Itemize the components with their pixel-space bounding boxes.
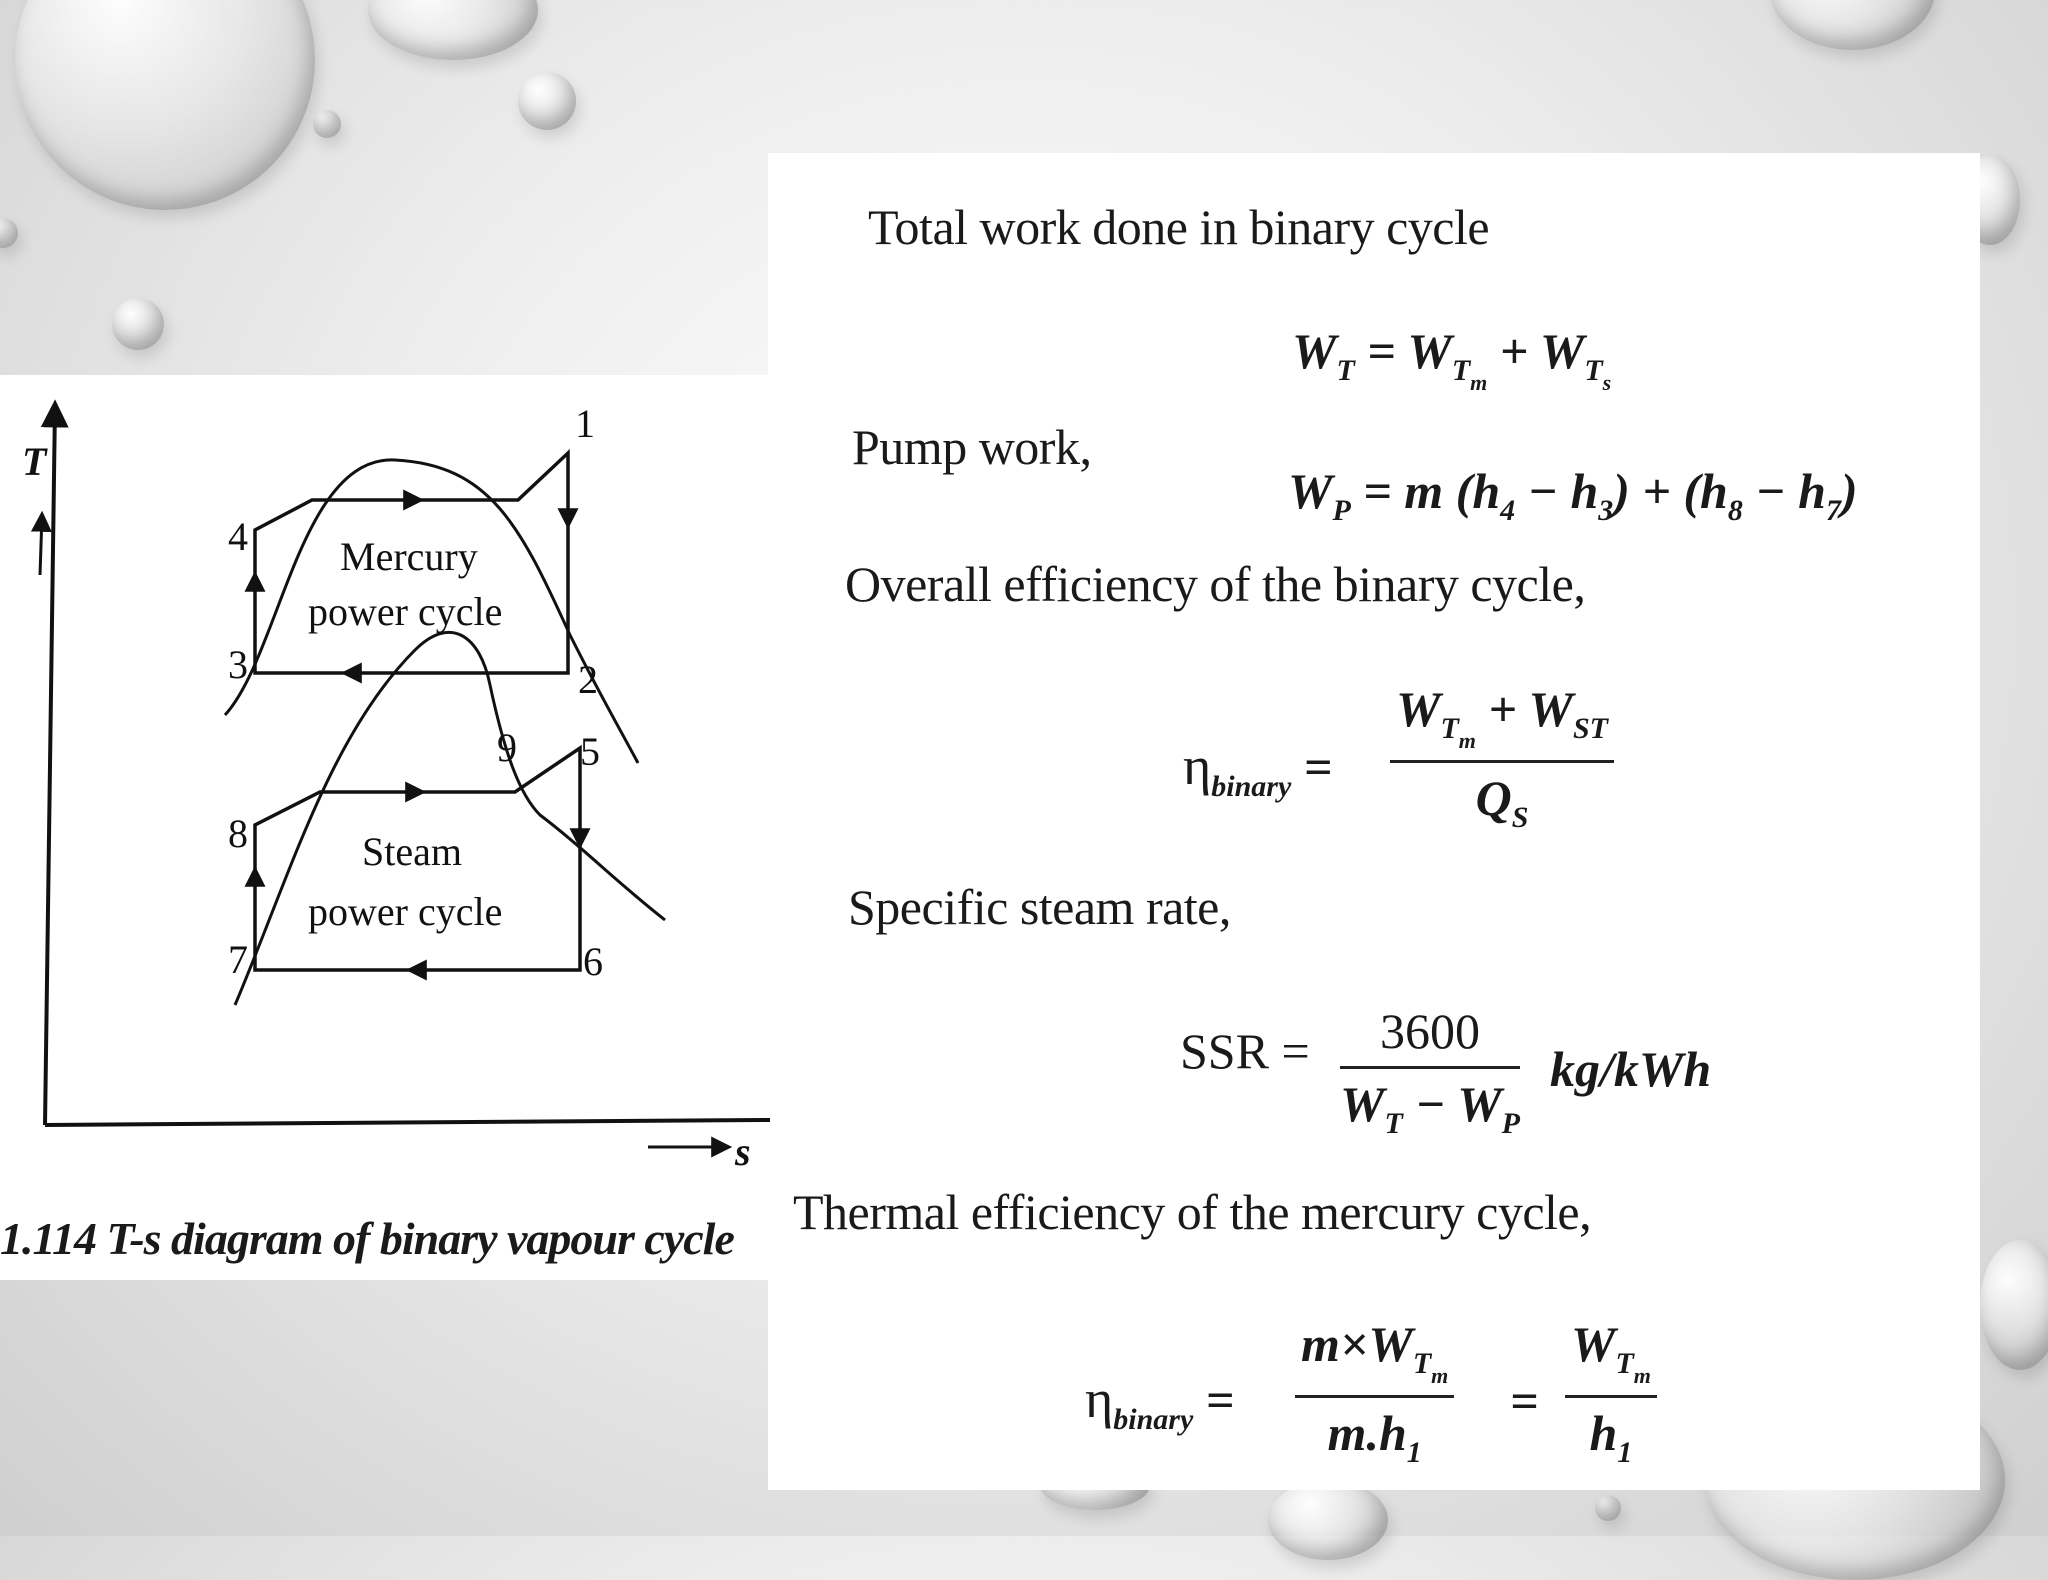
water-drop-decoration (15, 0, 315, 210)
point-label-6: 6 (583, 939, 603, 984)
point-label-4: 4 (228, 514, 248, 559)
point-label-2: 2 (578, 657, 598, 702)
water-drop-decoration (518, 72, 576, 130)
water-drop-decoration (313, 110, 341, 138)
specific-steam-rate-label: Specific steam rate, (848, 879, 1231, 935)
s-axis (45, 1120, 770, 1125)
pump-work-label: Pump work, (852, 419, 1092, 475)
mercury-label-line2: power cycle (308, 589, 503, 634)
t-axis-label: T (22, 439, 47, 484)
thermal-efficiency-fraction-1: $m\times W_{T_m}$ $m.h_1$ (1295, 1315, 1454, 1470)
point-label-7: 7 (228, 937, 248, 982)
ssr-fraction: $\frac{3600}{W_T - W_P}$ (1340, 1003, 1520, 1140)
eta-mercury-lhs: $\eta_{binary}$ = (1085, 1369, 1235, 1436)
figure-caption: 1.114 T-s diagram of binary vapour cycle (0, 1213, 734, 1264)
eta-binary-lhs: $\eta_{binary}$ = (1183, 736, 1333, 803)
thermal-efficiency-fraction-2: $W_{T_m}$ $h_1$ (1565, 1315, 1657, 1470)
point-label-9: 9 (497, 725, 517, 770)
water-drop-decoration (1770, 0, 1935, 50)
total-work-label: Total work done in binary cycle (868, 199, 1490, 255)
t-axis (45, 405, 55, 1125)
t-arrow (40, 515, 42, 575)
ssr-unit: kg/kWh (1550, 1041, 1712, 1097)
ts-diagram (0, 375, 770, 1175)
ssr-numerator: 3600 (1340, 1002, 1520, 1069)
equals-sign: = (1510, 1373, 1539, 1429)
ssr-lhs: SSR = (1180, 1023, 1310, 1079)
pump-work-equation: $W_P = m$ $(h_4 - h_3) + (h_8 - h_7)$ (1288, 463, 1858, 527)
point-label-5: 5 (580, 729, 600, 774)
mercury-label-line1: Mercury (340, 534, 478, 579)
water-drop-decoration (1980, 1240, 2048, 1370)
water-drop-decoration (1268, 1480, 1388, 1560)
thermal-efficiency-label: Thermal efficiency of the mercury cycle, (793, 1184, 1592, 1240)
total-work-equation: $W_T = W_{T_m} + W_{T_s}$ (1292, 323, 1612, 395)
steam-label-line2: power cycle (308, 889, 503, 934)
water-drop-decoration (368, 0, 538, 60)
water-drop-decoration (0, 218, 18, 248)
point-label-1: 1 (575, 401, 595, 446)
steam-label-line1: Steam (362, 829, 462, 874)
overall-efficiency-label: Overall efficiency of the binary cycle, (845, 556, 1586, 612)
overall-efficiency-fraction: $W_{T_m} + W_{ST}$ $Q_S$ (1390, 680, 1614, 835)
point-label-3: 3 (228, 642, 248, 687)
s-axis-label: s (735, 1129, 751, 1174)
point-label-8: 8 (228, 811, 248, 856)
water-drop-decoration (1595, 1495, 1621, 1521)
water-drop-decoration (112, 298, 164, 350)
